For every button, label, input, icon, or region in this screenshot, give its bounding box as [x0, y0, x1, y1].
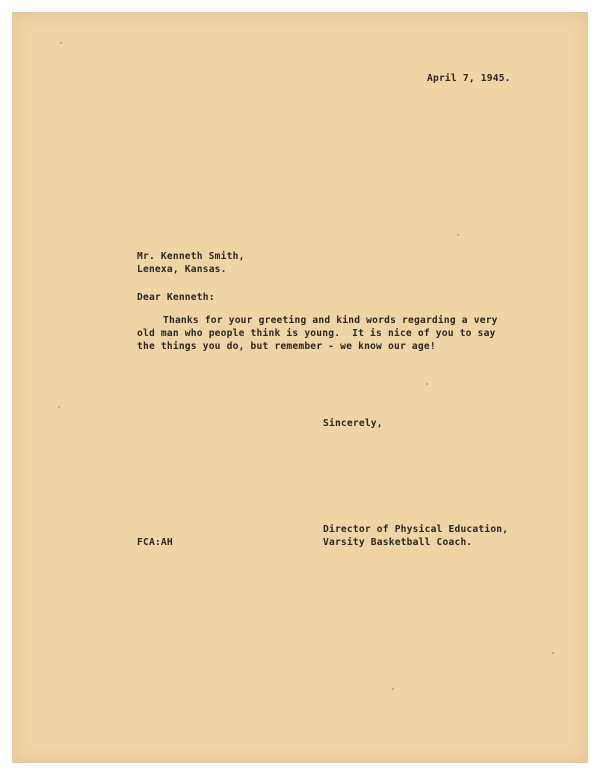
closing: Sincerely, [323, 418, 383, 429]
reference-initials: FCA:AH [137, 537, 173, 548]
letter-page [12, 12, 588, 763]
body-line: Thanks for your greeting and kind words regarding a very [163, 315, 498, 326]
signer-title: Varsity Basketball Coach. [323, 537, 473, 548]
signer-title: Director of Physical Education, [323, 524, 509, 535]
paper-speck [392, 688, 394, 690]
body-line: the things you do, but remember - we know our age! [137, 341, 436, 352]
paper-speck [552, 652, 554, 654]
paper-speck [457, 234, 459, 236]
salutation: Dear Kenneth: [137, 292, 215, 303]
paper-speck [60, 42, 62, 44]
body-line: old man who people think is young. It is nice of you to say [137, 328, 496, 339]
recipient-name: Mr. Kenneth Smith, [137, 251, 245, 262]
letter-date: April 7, 1945. [427, 73, 511, 84]
paper-speck [58, 406, 60, 408]
recipient-location: Lenexa, Kansas. [137, 264, 227, 275]
paper-speck [426, 383, 428, 385]
